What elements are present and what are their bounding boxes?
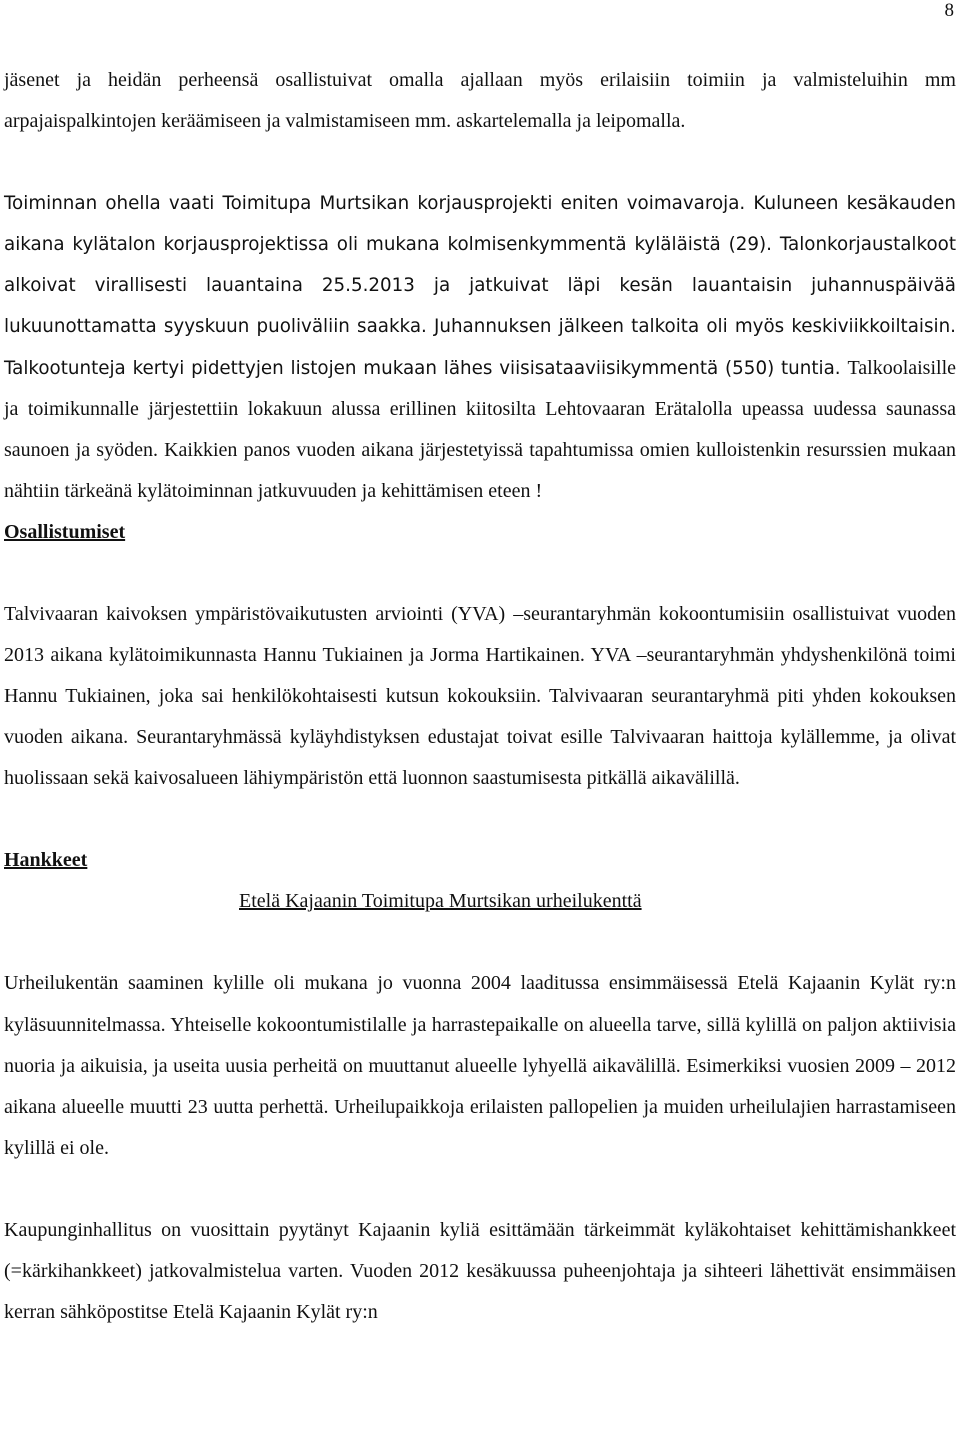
spacer [4, 1169, 956, 1210]
paragraph-renovation-text: Toiminnan ohella vaati Toimitupa Murtsikan korjausprojekti eniten voimavaroja. Kuluneen kesäkauden aikana kylätalon korjausprojektissa oli mukana kolmisenkymmentä kyläläistä (29). Talonkorjaustalkoot alkoivat virallisesti lauantaina 25.5.2013 ja jatkuivat läpi kesän lauantaisin juhannuspäivää lukuunottamatta syyskuun puoliväliin saakka. Juhannuksen jälkeen talkoita oli myös keskiviikkoiltaisin. Talkootunteja kertyi pidettyjen listojen mukaan lähes viisisataaviisikymmentä (550) tuntia. [4, 193, 956, 379]
heading-osallistumiset: Osallistumiset [4, 520, 126, 543]
spacer [4, 142, 956, 183]
page-number: 8 [944, 0, 954, 21]
document-body [4, 60, 956, 1333]
paragraph-city-board: Kaupunginhallitus on vuosittain pyytänyt Kajaanin kyliä esittämään tärkeimmät kyläkohtaiset kehittämishankkeet (=kärkihankkeet) jatkovalmistelua varten. Vuoden 2012 kesäkuussa puheenjohtaja ja sihteeri lähettivät ensimmäisen kerran sähköpostitse Etelä Kajaanin Kylät ry:n [4, 1218, 956, 1324]
heading-hankkeet: Hankkeet [4, 849, 88, 872]
paragraph-renovation [4, 183, 956, 512]
paragraph-volunteers: jäsenet ja heidän perheensä osallistuivat omalla ajallaan myös erilaisiin toimiin ja valmisteluihin mm arpajaispalkintojen keräämiseen ja valmistamiseen mm. askartelemalla ja leipomalla. [4, 69, 956, 133]
spacer [4, 799, 956, 840]
paragraph-thanks-text: Talkoolaisille ja toimikunnalle järjestettiin lokakuun alussa erillinen kiitosilta Lehtovaaran Erätalolla upeassa uudessa saunassa saunoen ja syöden. Kaikkien panos vuoden aikana järjestetyissä tapahtumissa omien kulloistenkin resurssien mukaan nähtiin tärkeänä kylätoiminnan jatkuvuuden ja kehittämisen eteen ! [4, 356, 957, 502]
paragraph-sports-field: Urheilukentän saaminen kylille oli mukana jo vuonna 2004 laaditussa ensimmäisessä Etelä Kajaanin Kylät ry:n kyläsuunnitelmassa. Yhteiselle kokoontumistilalle ja harrastepaikalle on alueella tarve, sillä kylillä on paljon aktiivisia nuoria ja aikuisia, ja useita uusia perheitä on muuttanut alueelle lyhyellä aikavälillä. Esimerkiksi vuosien 2009 – 2012 aikana alueelle muutti 23 uutta perhettä. Urheilupaikkoja erilaisten pallopelien ja muiden urheilulajien harrastamiseen kylillä ei ole. [4, 972, 956, 1159]
paragraph-talvivaara: Talvivaaran kaivoksen ympäristövaikutusten arviointi (YVA) –seurantaryhmän kokoontumisiin osallistuivat vuoden 2013 aikana kylätoimikunnasta Hannu Tukiainen ja Jorma Hartikainen. YVA –seurantaryhmän yhdyshenkilönä toimi Hannu Tukiainen, joka sai henkilökohtaisesti kutsun kokouksiin. Talvivaaran seurantaryhmä piti yhden kokouksen vuoden aikana. Seurantaryhmässä kyläyhdistyksen edustajat toivat esille Talvivaaran haittoja kylällemme, ja olivat huolissaan sekä kaivosalueen lähiympäristön että luonnon saastumisesta pitkällä aikavälillä. [4, 602, 956, 790]
spacer [4, 922, 956, 963]
spacer [4, 553, 956, 594]
project-title: Etelä Kajaanin Toimitupa Murtsikan urheilukenttä [239, 890, 642, 913]
